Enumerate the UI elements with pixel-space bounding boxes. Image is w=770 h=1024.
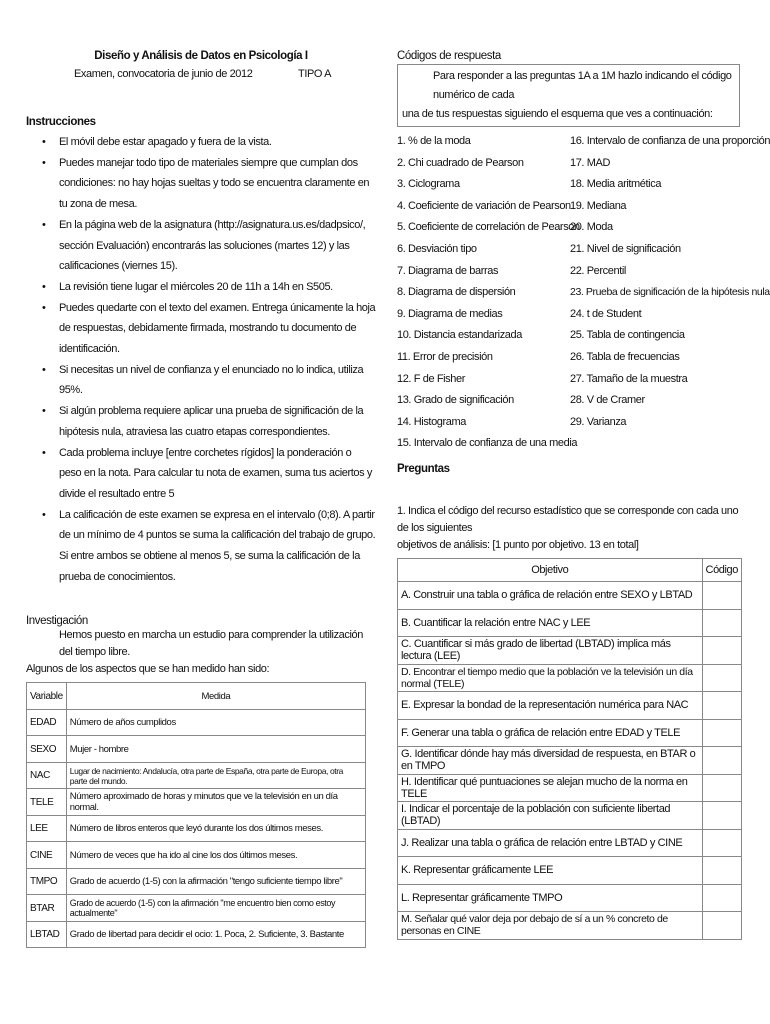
- bullet-icon: •: [42, 301, 46, 314]
- bullet-icon: •: [42, 363, 46, 376]
- code-item: 10. Distancia estandarizada: [397, 329, 522, 342]
- investigation-line: Algunos de los aspectos que se han medido han sido:: [26, 663, 270, 676]
- table-row: [27, 921, 366, 948]
- question-line: 1. Indica el código del recurso estadístico que se corresponde con cada uno de los siguientes: [397, 505, 739, 534]
- medida-header: Medida: [66, 683, 365, 710]
- document-title: Diseño y Análisis de Datos en Psicología I: [94, 50, 308, 62]
- instruction-item: • El móvil debe estar apagado y fuera de la vista.: [26, 132, 376, 153]
- codigo-header: Código: [702, 559, 741, 582]
- instruction-item: • Puedes quedarte con el texto del examen. Entrega únicamente la hoja de respuestas, debidamente firmada, mostrando tu documento de identificación.: [26, 298, 376, 360]
- code-item: 23. Prueba de significación de la hipótesis nula: [570, 286, 770, 299]
- objective-text: M. Señalar qué valor deja por debajo de sí a un % concreto de personas en CINE: [398, 912, 703, 940]
- table-row: [398, 912, 742, 940]
- code-item: 12. F de Fisher: [397, 372, 465, 385]
- instruction-item: • Cada problema incluye [entre corchetes rígidos] la ponderación o peso en la nota. Para calcular tu nota de examen, suma tus aciertos y divide el resultado entre 5: [26, 443, 376, 505]
- code-answer-cell[interactable]: [702, 747, 741, 775]
- variable-description: Número de veces que ha ido al cine los dos últimos meses.: [66, 842, 365, 869]
- table-row: [398, 692, 742, 720]
- variables-table: [26, 682, 366, 948]
- variable-header: Variable: [27, 683, 67, 710]
- code-item: 18. Media aritmética: [570, 178, 662, 191]
- variable-description: Grado de libertad para decidir el ocio: 1. Poca, 2. Suficiente, 3. Bastante: [66, 921, 365, 948]
- left-column: [26, 50, 376, 948]
- exam-line: [26, 68, 376, 84]
- code-item: 27. Tamaño de la muestra: [570, 372, 688, 385]
- code-item: 5. Coeficiente de correlación de Pearson: [397, 221, 580, 234]
- code-item: 28. V de Cramer: [570, 394, 645, 407]
- objective-text: C. Cuantificar si más grado de libertad (LBTAD) implica más lectura (LEE): [398, 637, 703, 665]
- code-item: 19. Mediana: [570, 199, 627, 212]
- variable-name: SEXO: [27, 736, 67, 763]
- codes-intro-line: Para responder a las preguntas 1A a 1M hazlo indicando el código numérico de cada: [433, 70, 732, 101]
- objective-text: I. Indicar el porcentaje de la población con suficiente libertad (LBTAD): [398, 802, 703, 830]
- table-row: [398, 802, 742, 830]
- objective-text: D. Encontrar el tiempo medio que la población ve la televisión un día normal (TELE): [398, 664, 703, 692]
- variable-name: NAC: [27, 762, 67, 789]
- code-item: 14. Histograma: [397, 415, 466, 428]
- table-row: [398, 582, 742, 610]
- instructions-list: [26, 132, 376, 587]
- variable-name: LEE: [27, 815, 67, 842]
- code-answer-cell[interactable]: [702, 912, 741, 940]
- codes-intro-line: una de tus respuestas siguiendo el esquema que ves a continuación:: [402, 108, 713, 120]
- code-item: 4. Coeficiente de variación de Pearson: [397, 199, 571, 212]
- table-row: [398, 884, 742, 912]
- variable-name: BTAR: [27, 895, 67, 922]
- right-column: [397, 50, 770, 940]
- objective-text: B. Cuantificar la relación entre NAC y LEE: [398, 609, 703, 637]
- code-answer-cell[interactable]: [702, 582, 741, 610]
- table-row: [27, 868, 366, 895]
- code-item: 26. Tabla de frecuencias: [570, 350, 680, 363]
- variable-name: TELE: [27, 789, 67, 816]
- code-item: 22. Percentil: [570, 264, 626, 277]
- table-row: [398, 747, 742, 775]
- table-row: [27, 709, 366, 736]
- table-header-row: [27, 683, 366, 710]
- code-answer-cell[interactable]: [702, 829, 741, 857]
- table-header-row: [398, 559, 742, 582]
- objectives-table: [397, 558, 742, 940]
- instruction-item: • Puedes manejar todo tipo de materiales siempre que cumplan dos condiciones: no hay hojas sueltas y todo se encuentra claramente en tu zona de mesa.: [26, 153, 376, 215]
- code-answer-cell[interactable]: [702, 884, 741, 912]
- bullet-icon: •: [42, 446, 46, 459]
- code-item: 7. Diagrama de barras: [397, 264, 499, 277]
- variable-description: Grado de acuerdo (1-5) con la afirmación "tengo suficiente tiempo libre": [66, 868, 365, 895]
- table-row: [27, 815, 366, 842]
- variable-name: CINE: [27, 842, 67, 869]
- objective-text: A. Construir una tabla o gráfica de relación entre SEXO y LBTAD: [398, 582, 703, 610]
- codes-intro-box: [397, 64, 740, 127]
- table-row: [27, 842, 366, 869]
- bullet-icon: •: [42, 136, 46, 148]
- instruction-item: • Si algún problema requiere aplicar una prueba de significación de la hipótesis nula, atraviesa las cuatro etapas correspondientes.: [26, 401, 376, 442]
- code-item: 24. t de Student: [570, 307, 642, 320]
- code-answer-cell[interactable]: [702, 664, 741, 692]
- objective-text: F. Generar una tabla o gráfica de relación entre EDAD y TELE: [398, 719, 703, 747]
- instruction-item: • En la página web de la asignatura (http://asignatura.us.es/dadpsico/, sección Evaluación) encontrarás las soluciones (martes 12) y las calificaciones (viernes 15).: [26, 215, 376, 277]
- instruction-item: • Si necesitas un nivel de confianza y el enunciado no lo indica, utiliza 95%.: [26, 360, 376, 401]
- table-row: [398, 637, 742, 665]
- code-item: 16. Intervalo de confianza de una proporción: [570, 135, 770, 147]
- objective-text: J. Realizar una tabla o gráfica de relación entre LBTAD y CINE: [398, 829, 703, 857]
- exam-session: Examen, convocatoria de junio de 2012: [74, 68, 253, 80]
- variable-description: Grado de acuerdo (1-5) con la afirmación "me encuentro bien como estoy actualmente": [66, 895, 365, 922]
- code-answer-cell[interactable]: [702, 774, 741, 802]
- codes-heading: Códigos de respuesta: [397, 50, 501, 62]
- table-row: [398, 609, 742, 637]
- objetivo-header: Objetivo: [398, 559, 703, 582]
- code-item: 11. Error de precisión: [397, 350, 493, 363]
- questions-heading: Preguntas: [397, 463, 450, 475]
- code-item: 1. % de la moda: [397, 135, 471, 147]
- codes-list: [397, 131, 770, 451]
- variable-description: Lugar de nacimiento: Andalucía, otra parte de España, otra parte de Europa, otra parte del mundo.: [66, 762, 365, 789]
- bullet-icon: •: [42, 156, 46, 169]
- bullet-icon: •: [42, 508, 46, 521]
- table-row: [27, 762, 366, 789]
- codes-column-2: [570, 131, 770, 433]
- investigation-heading: Investigación: [26, 615, 88, 628]
- code-item: 25. Tabla de contingencia: [570, 329, 685, 342]
- code-item: 17. MAD: [570, 156, 610, 169]
- code-item: 21. Nivel de significación: [570, 242, 681, 255]
- variable-name: TMPO: [27, 868, 67, 895]
- table-row: [398, 829, 742, 857]
- codes-column-1: [397, 131, 580, 455]
- code-answer-cell[interactable]: [702, 857, 741, 885]
- instruction-item: • La revisión tiene lugar el miércoles 20 de 11h a 14h en S505.: [26, 277, 376, 298]
- table-row: [27, 789, 366, 816]
- exam-type: TIPO A: [298, 68, 332, 80]
- objective-text: L. Representar gráficamente TMPO: [398, 884, 703, 912]
- objective-text: H. Identificar qué puntuaciones se alejan mucho de la norma en TELE: [398, 774, 703, 802]
- code-answer-cell[interactable]: [702, 692, 741, 720]
- instruction-item: • La calificación de este examen se expresa en el intervalo (0;8). A partir de un mínimo de 4 puntos se suma la calificación del trabajo de grupo. Si entre ambos se obtiene al menos 5, se suma la calificación de la prueba de conocimientos.: [26, 505, 376, 588]
- investigation-line: Hemos puesto en marcha un estudio para comprender la utilización del tiempo libre.: [59, 629, 363, 659]
- code-item: 13. Grado de significación: [397, 394, 514, 407]
- question-line: objetivos de análisis: [1 punto por objetivo. 13 en total]: [397, 539, 639, 551]
- instructions-heading: Instrucciones: [26, 116, 96, 128]
- code-item: 6. Desviación tipo: [397, 242, 477, 255]
- variable-description: Número aproximado de horas y minutos que ve la televisión en un día normal.: [66, 789, 365, 816]
- bullet-icon: •: [42, 405, 46, 418]
- variable-description: Mujer - hombre: [66, 736, 365, 763]
- code-item: 20. Moda: [570, 221, 613, 234]
- table-row: [398, 774, 742, 802]
- table-row: [398, 664, 742, 692]
- question-1-text: [397, 503, 744, 554]
- variable-description: Número de libros enteros que leyó durante los dos últimos meses.: [66, 815, 365, 842]
- table-row: [27, 895, 366, 922]
- code-answer-cell[interactable]: [702, 719, 741, 747]
- objective-text: E. Expresar la bondad de la representación numérica para NAC: [398, 692, 703, 720]
- variable-name: EDAD: [27, 709, 67, 736]
- bullet-icon: •: [42, 218, 46, 231]
- table-row: [27, 736, 366, 763]
- code-item: 8. Diagrama de dispersión: [397, 286, 516, 299]
- table-row: [398, 719, 742, 747]
- code-item: 9. Diagrama de medias: [397, 307, 503, 320]
- code-item: 29. Varianza: [570, 415, 627, 428]
- investigation-text: [26, 627, 376, 678]
- objective-text: K. Representar gráficamente LEE: [398, 857, 703, 885]
- objective-text: G. Identificar dónde hay más diversidad de respuesta, en BTAR o en TMPO: [398, 747, 703, 775]
- table-row: [398, 857, 742, 885]
- bullet-icon: •: [42, 280, 46, 293]
- code-item: 3. Ciclograma: [397, 178, 460, 191]
- code-answer-cell[interactable]: [702, 609, 741, 637]
- code-answer-cell[interactable]: [702, 802, 741, 830]
- code-answer-cell[interactable]: [702, 637, 741, 665]
- code-item: 2. Chi cuadrado de Pearson: [397, 156, 524, 169]
- variable-name: LBTAD: [27, 921, 67, 948]
- code-item: 15. Intervalo de confianza de una media: [397, 437, 578, 450]
- variable-description: Número de años cumplidos: [66, 709, 365, 736]
